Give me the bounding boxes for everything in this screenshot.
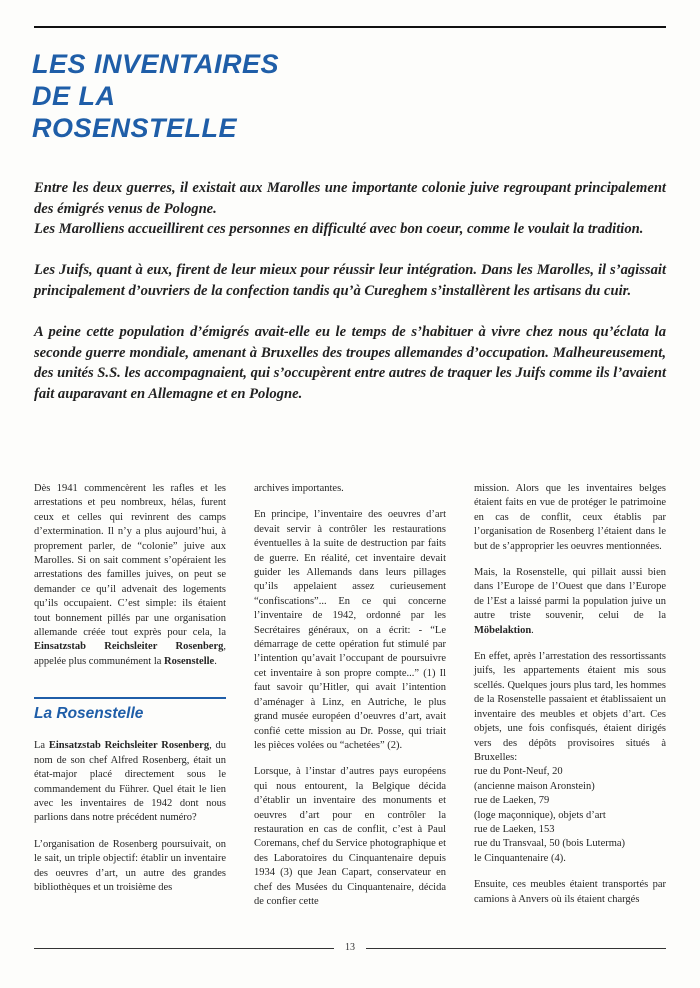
column-1 — [34, 482, 226, 907]
text: . — [214, 655, 217, 667]
column-2-paragraph-1: archives importantes. — [254, 483, 344, 494]
footer-rule-left — [34, 948, 334, 949]
intro-text-1a: Entre les deux guerres, il existait aux Marolles une importante colonie juive regroupant principalement des émigrés venus de Pologne. — [34, 180, 666, 217]
text: . — [531, 624, 534, 636]
column-2-paragraph-2: En principe, l’inventaire des oeuvres d’art devait servir à contrôler les restaurations éventuelles à la suite de destruction par faits de guerre. En réalité, cet inventaire devait guider les Allemands dans leurs pillages qu’ils appelaient assez curieusement “confiscations”... En ce qui concerne l’inventaire de 1942, ordonné par les Secrétaires généraux, on a écrit: - “Le démarrage de cette opération fut stimulé par l’intention qu’avait l’occupant de poursuivre cet inventaire à son propre compte...” (1) Il faut savoir qu’Hitler, qui avait l’intention d’aménager à Linz, en Autriche, le plus grand musée européen d’oeuvres d’art, avait confié cette mission au Dr. Posse, qui triait les pièces volées ou “achetées” (2). — [254, 509, 446, 751]
column-3-paragraph-2 — [474, 566, 666, 638]
title-line-2: DE LA — [32, 81, 116, 111]
column-3 — [474, 482, 666, 919]
intro-paragraph-1 — [34, 178, 666, 240]
bold-term: Rosenstelle — [164, 655, 215, 667]
intro-block — [34, 178, 666, 425]
title-line-1: LES INVENTAIRES — [32, 49, 280, 79]
column-3-paragraph-1: mission. Alors que les inventaires belges étaient faits en vue de protéger le patrimoine en cas de conflit, ceux établis par l’organisation de Rosenberg l’étaient dans le but de s’approprier les oeuvres mentionnées. — [474, 483, 666, 552]
column-1-paragraph-2 — [34, 739, 226, 825]
bold-term: Möbelaktion — [474, 624, 532, 636]
address-line: rue de Laeken, 153 — [474, 823, 555, 835]
column-3-paragraph-3 — [474, 650, 666, 866]
intro-text-1b: Les Marolliens accueillirent ces personnes en difficulté avec bon coeur, comme le voulait la tradition. — [34, 221, 644, 238]
address-line: le Cinquantenaire (4). — [474, 852, 566, 864]
address-line: (ancienne maison Aronstein) — [474, 780, 595, 792]
section-subtitle: La Rosenstelle — [34, 705, 144, 723]
intro-paragraph-3: A peine cette population d’émigrés avait-elle eu le temps de s’habituer à vivre chez nous qu’éclata la seconde guerre mondiale, amenant à Bruxelles des troupes allemandes d’occupation. Malheureusement, des unités S.S. les accompagnaient, qui s’occupèrent entre autres de traquer les Juifs comme ils l’avaient fait auparavant en Allemagne et en Pologne. — [34, 324, 666, 402]
page-footer — [34, 942, 666, 954]
column-1-paragraph-3: L’organisation de Rosenberg poursuivait, on le sait, un triple objectif: établir un inventaire des oeuvres d’art, un autre des grandes bibliothèques et un troisième des — [34, 838, 226, 893]
address-line: (loge maçonnique), objets d’art — [474, 809, 606, 821]
footer-rule-right — [366, 948, 666, 949]
top-rule — [34, 26, 666, 28]
intro-paragraph-2: Les Juifs, quant à eux, firent de leur mieux pour réussir leur intégration. Dans les Marolles, il s’agissait principalement d’ouvriers de la confection tandis qu’à Cureghem s’installèrent les artisans du cuir. — [34, 262, 666, 299]
text: , du nom de son chef Alfred Rosenberg, était un état-major placé directement sous le commandement du Führer. Quel était le lien avec les inventaires de 1942 dont nous parlions dans notre précédent numéro? — [34, 740, 227, 824]
text: La — [34, 740, 49, 752]
subtitle-rule — [34, 697, 226, 699]
text: Dès 1941 commencèrent les rafles et les arrestations et peu nombreux, hélas, furent ceux et celles qui revinrent des camps d’extermination. Il n’y a plus aujourd’hui, à proprement parler, de “colonie” juive aux Marolles. Si on sait comment s’opéraient les arrestations des familles juives, on peut se demander ce qu’il advenait des logements qu’ils occupaient. C’est simple: ils étaient tout bonnement pillés par une organisation allemande créée tout exprès pour cela, la — [34, 483, 226, 639]
column-1-paragraph-1 — [34, 482, 226, 669]
bold-term: Einsatzstab Reichsleiter Rosenberg — [34, 641, 224, 653]
address-line: rue du Transvaal, 50 (bois Luterma) — [474, 838, 626, 850]
bold-term: Einsatzstab Reichsleiter Rosenberg — [48, 740, 210, 752]
column-2-paragraph-3: Lorsque, à l’instar d’autres pays européens qui nous entourent, la Belgique décida d’établir un inventaire des monuments et oeuvres d’art pour en contrôler la restauration en cas de conflit, c’est à Paul Coremans, chef du Service photographique et des Laboratoires du Cinquantenaire depuis 1934 (3) que Jean Capart, conservateur en chef des Musées du Cinquantenaire, décida de confier cette — [254, 766, 446, 907]
page-number: 13 — [345, 942, 355, 953]
text: En effet, après l’arrestation des ressortissants juifs, les appartements étaient mis sous scellés. Quelques jours plus tard, les hommes de la Rosenstelle passaient et établissaient un inventaire des meubles et objets d’art. Ces objets, une fois confisqués, étaient dirigés vers des dépôts provisoires situés à Bruxelles: — [474, 651, 666, 763]
title-line-3: ROSENSTELLE — [32, 113, 238, 143]
address-line: rue du Pont-Neuf, 20 — [474, 766, 563, 778]
address-line: rue de Laeken, 79 — [474, 795, 550, 807]
article-title — [32, 48, 279, 144]
text: Mais, la Rosenstelle, qui pillait aussi bien dans l’Europe de l’Ouest que dans l’Europe de l’Est a laissé parmi la population juive un autre triste souvenir, celui de la — [474, 567, 666, 622]
text: , appelée plus communément la — [34, 641, 226, 667]
column-3-paragraph-4: Ensuite, ces meubles étaient transportés par camions à Anvers où ils étaient chargés — [474, 879, 666, 905]
column-2 — [254, 482, 446, 921]
